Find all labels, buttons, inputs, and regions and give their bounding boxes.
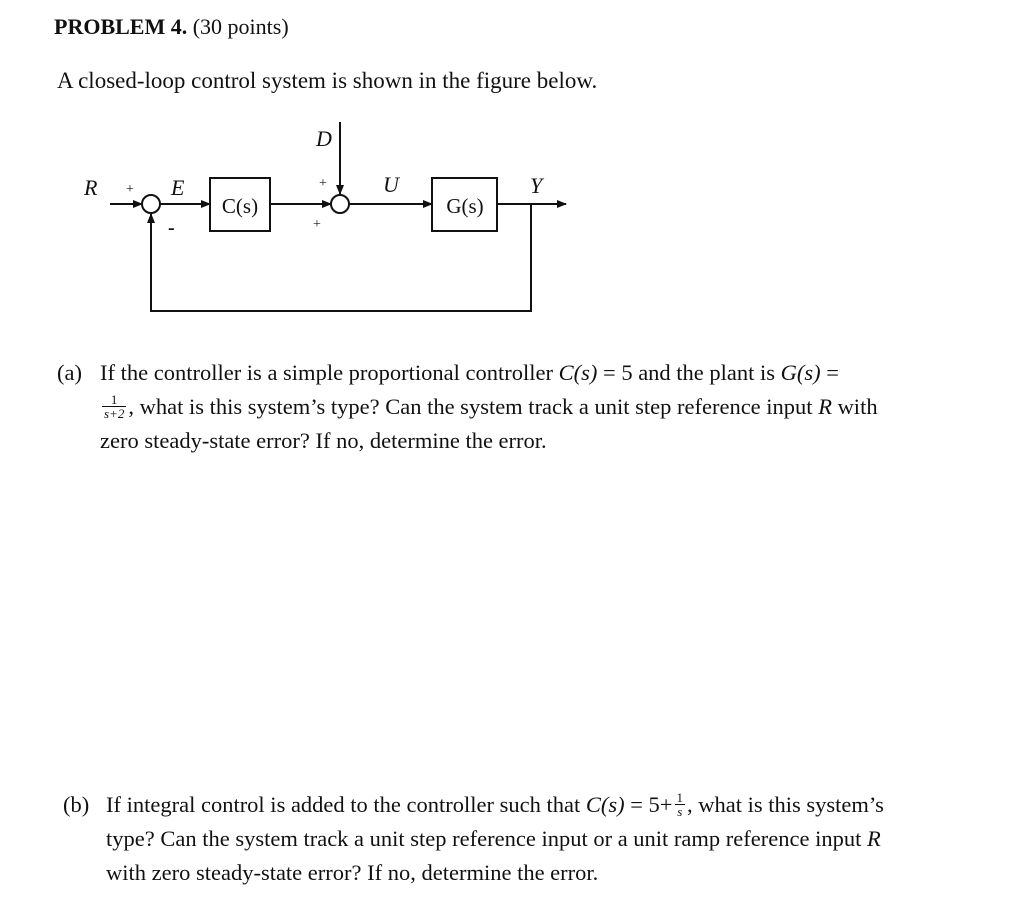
part-a: [57, 356, 1000, 458]
part-b-label: (b): [63, 792, 90, 817]
sign-r-plus: +: [126, 182, 134, 197]
part-a-line-1: If the controller is a simple proportional controller C(s) = 5 and the plant is G(s) =: [100, 360, 839, 385]
problem-number: PROBLEM 4.: [54, 14, 188, 39]
part-a-line-3: zero steady-state error? If no, determine the error.: [100, 428, 547, 453]
block-diagram: [0, 0, 1024, 340]
part-a-label: (a): [57, 360, 82, 385]
summing-junction-error: [142, 195, 160, 213]
label-y: Y: [530, 173, 543, 198]
part-b-line-3: with zero steady-state error? If no, determine the error.: [106, 860, 599, 885]
label-d: D: [316, 126, 332, 151]
plant-block-label: G(s): [446, 194, 484, 218]
part-b: [63, 788, 986, 890]
part-a-line-2: $\frac{1}{s+2}$ , what is this system’s type? Can the system track a unit step reference input R with: [104, 392, 878, 422]
sign-c-plus: +: [313, 217, 321, 232]
label-u: U: [383, 172, 399, 197]
label-r: R: [84, 175, 98, 200]
intro-text: A closed-loop control system is shown in the figure below.: [57, 68, 598, 93]
sign-d-plus: +: [319, 176, 327, 191]
part-b-line-2: type? Can the system track a unit step reference input or a unit ramp reference input R: [106, 826, 881, 851]
label-e: E: [171, 175, 185, 200]
fraction-1-over-s-plus-2: $\frac{1}{s+2}$: [104, 392, 125, 422]
summing-junction-disturbance: [331, 195, 349, 213]
sign-feedback-minus: -: [168, 217, 175, 239]
part-b-line-1: If integral control is added to the controller such that C(s) = 5+ $\frac{1}{s}$ , what is this system’s: [106, 790, 884, 820]
controller-block-label: C(s): [221, 194, 259, 218]
problem-points: (30 points): [187, 14, 289, 39]
fraction-1-over-s: $\frac{1}{s}$: [676, 790, 683, 820]
